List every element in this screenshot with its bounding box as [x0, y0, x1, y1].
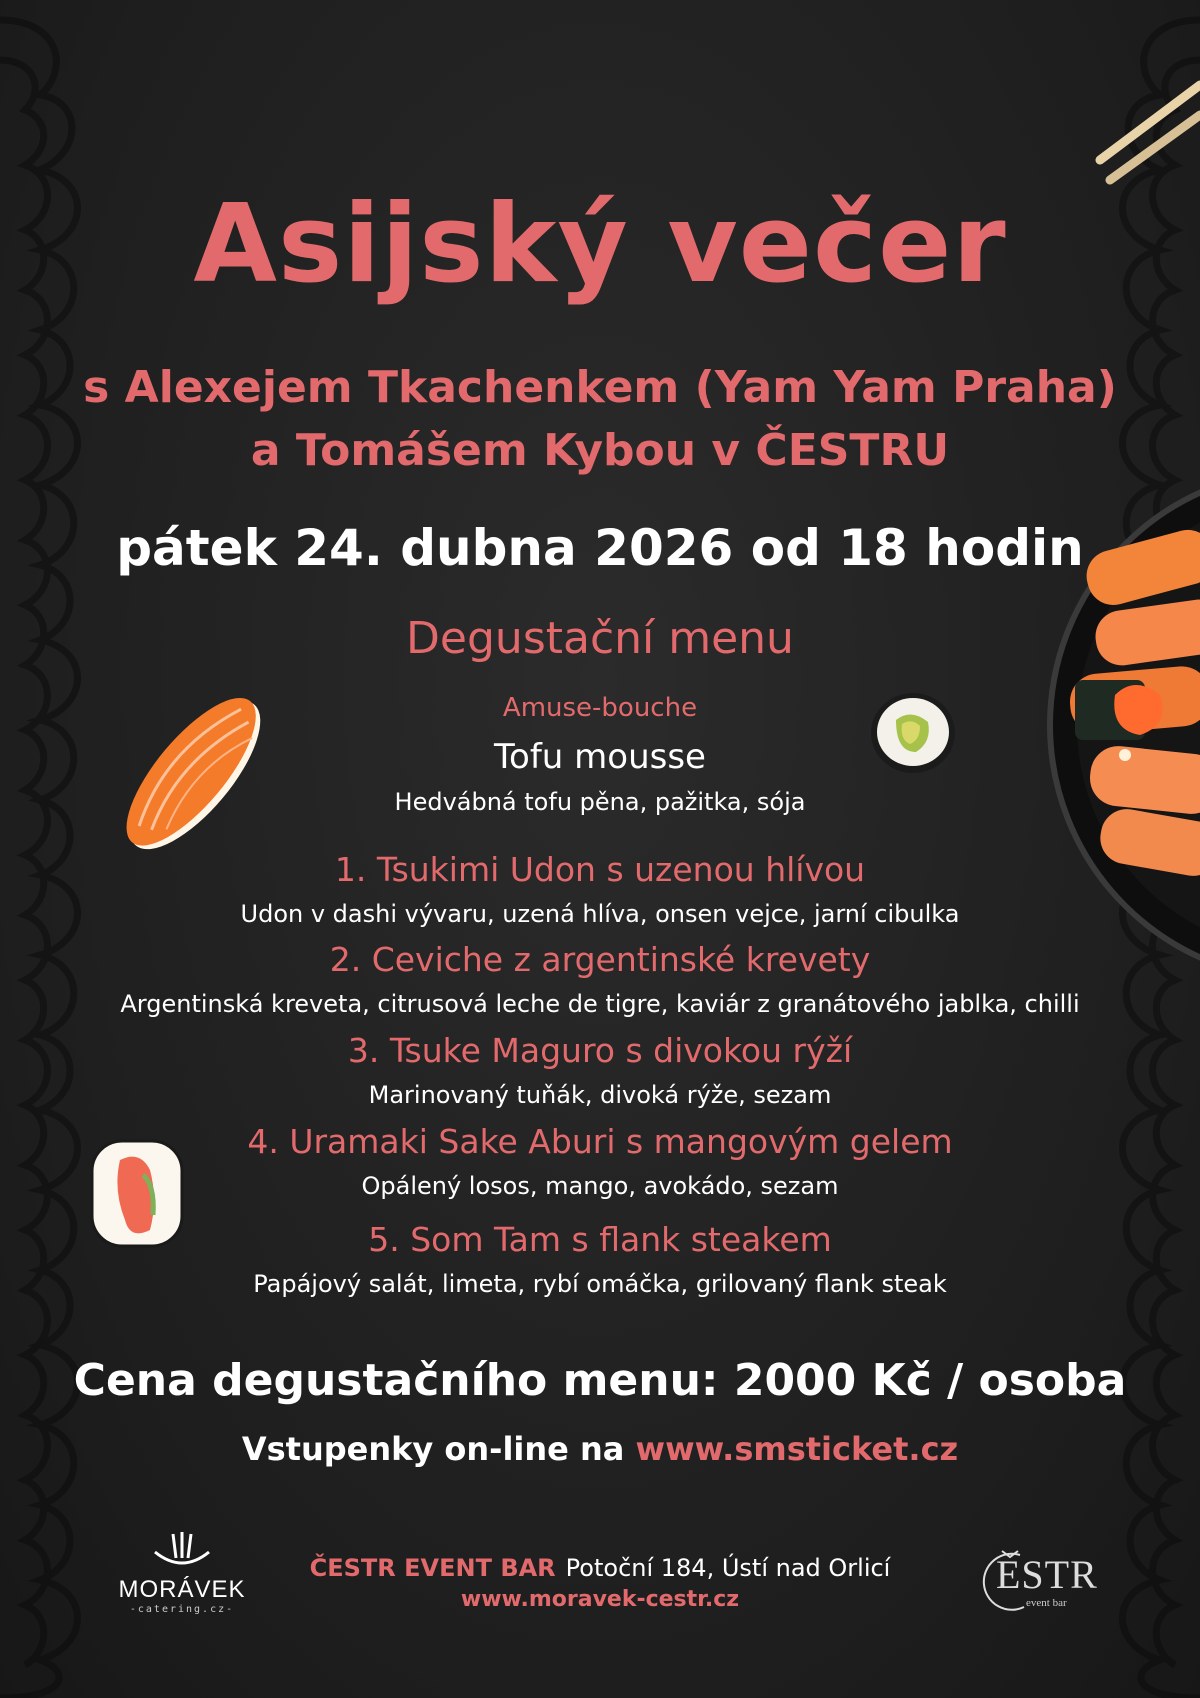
- chopsticks-icon: [1090, 80, 1200, 200]
- course-description: Opálený losos, mango, avokádo, sezam: [361, 1172, 839, 1200]
- course-description: Marinovaný tuňák, divoká rýže, sezam: [368, 1081, 832, 1109]
- logo-left-name: MORÁVEK: [118, 1576, 246, 1603]
- course-description: Papájový salát, limeta, rybí omáčka, grilovaný flank steak: [253, 1270, 947, 1298]
- course-name: 5. Som Tam s flank steakem: [368, 1220, 832, 1259]
- course-name: 3. Tsuke Maguro s divokou rýží: [347, 1031, 853, 1070]
- tickets-link[interactable]: www.smsticket.cz: [635, 1430, 959, 1468]
- event-date: pátek 24. dubna 2026 od 18 hodin: [116, 519, 1084, 577]
- logo-left-sub: -catering.cz-: [129, 1604, 235, 1615]
- amuse-label: Amuse-bouche: [502, 693, 698, 723]
- footer-website[interactable]: www.moravek-cestr.cz: [460, 1587, 740, 1612]
- logo-right-name: ESTR: [996, 1552, 1098, 1597]
- course-description: Udon v dashi vývaru, uzená hlíva, onsen vejce, jarní cibulka: [240, 900, 960, 928]
- price-line: Cena degustačního menu: 2000 Kč / osoba: [73, 1355, 1127, 1406]
- venue-address: Potoční 184, Ústí nad Orlicí: [565, 1554, 891, 1582]
- menu-heading: Degustační menu: [406, 613, 794, 664]
- amuse-description: Hedvábná tofu pěna, pažitka, sója: [394, 788, 806, 816]
- event-title: Asijský večer: [193, 182, 1007, 307]
- event-subtitle-line1: s Alexejem Tkachenkem (Yam Yam Praha): [83, 362, 1117, 413]
- tickets-prefix: Vstupenky on-line na: [241, 1430, 625, 1468]
- logo-right-sub: event bar: [1026, 1597, 1067, 1609]
- course-name: 4. Uramaki Sake Aburi s mangovým gelem: [247, 1122, 953, 1161]
- tickets-line: [0, 1428, 1200, 1470]
- venue-name: ČESTR EVENT BAR: [309, 1554, 556, 1582]
- amuse-name: Tofu mousse: [494, 737, 706, 777]
- course-name: 2. Ceviche z argentinské krevety: [329, 940, 871, 979]
- course-description: Argentinská kreveta, citrusová leche de tigre, kaviár z granátového jablka, chilli: [120, 990, 1080, 1018]
- cestr-logo: [980, 1545, 1098, 1615]
- event-subtitle-line2: a Tomášem Kybou v ČESTRU: [250, 425, 950, 476]
- course-name: 1. Tsukimi Udon s uzenou hlívou: [334, 850, 866, 889]
